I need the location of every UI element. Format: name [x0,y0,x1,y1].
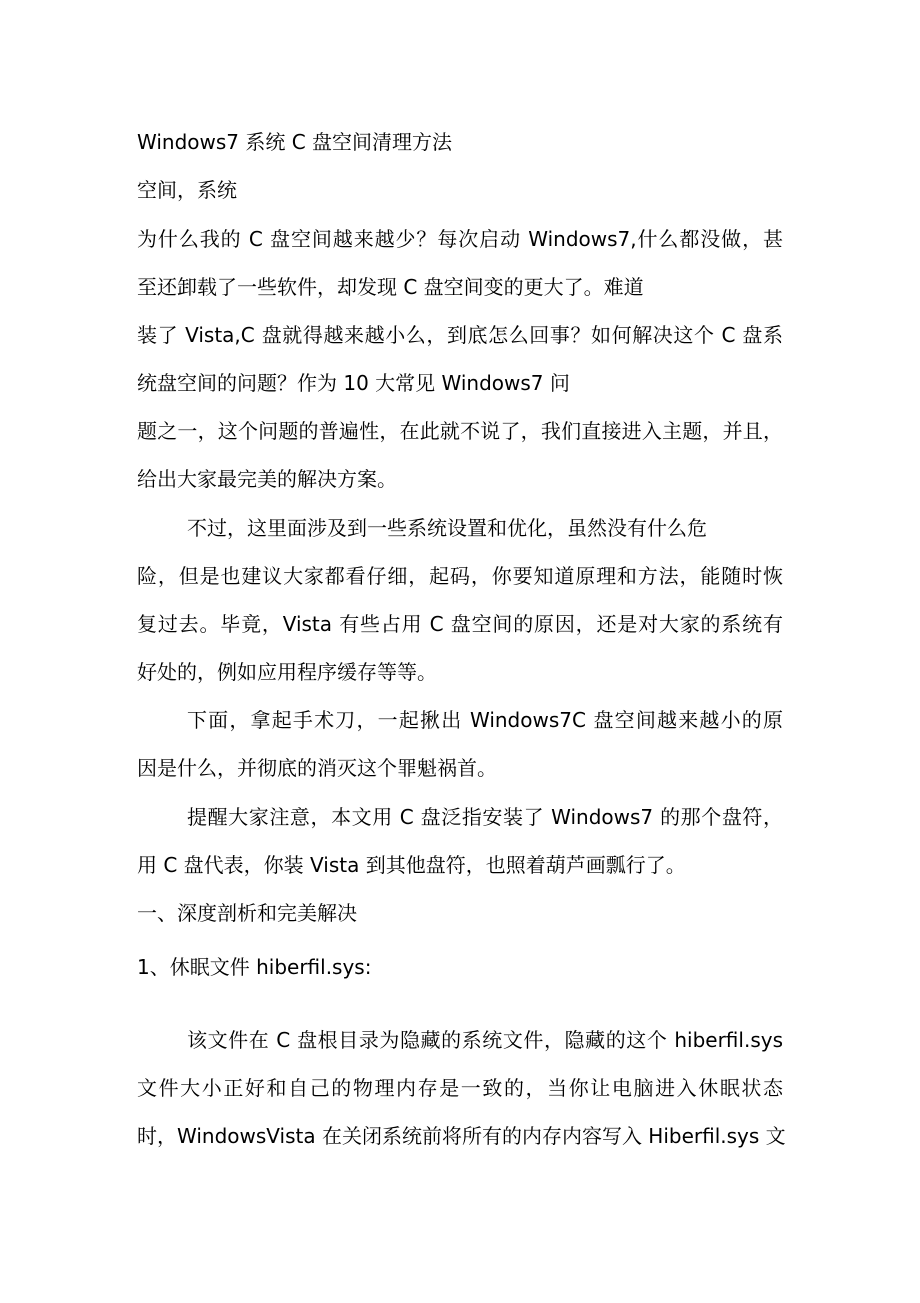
paragraph-line: 因是什么，并彻底的消灭这个罪魁祸首。 [137,756,497,780]
section-heading: 一、深度剖析和完美解决 [137,901,357,925]
paragraph-line: 用 C 盘代表，你装 Vista 到其他盘符，也照着葫芦画瓢行了。 [137,853,686,877]
paragraph-line: 险，但是也建议大家都看仔细，起码，你要知道原理和方法，能随时恢 [137,564,783,588]
paragraph-line: 复过去。毕竟，Vista 有些占用 C 盘空间的原因，还是对大家的系统有 [137,612,783,636]
paragraph-line: 提醒大家注意，本文用 C 盘泛指安装了 Windows7 的那个盘符， [187,805,783,829]
paragraph-line: 不过，这里面涉及到一些系统设置和优化，虽然没有什么危 [187,516,707,540]
paragraph-line: 至还卸载了一些软件，却发现 C 盘空间变的更大了。难道 [137,275,644,299]
paragraph-line: 该文件在 C 盘根目录为隐藏的系统文件，隐藏的这个 hiberfil.sys [187,1028,783,1052]
paragraph-line: 题之一，这个问题的普遍性，在此就不说了，我们直接进入主题，并且， [137,419,783,443]
paragraph-line: 给出大家最完美的解决方案。 [137,467,397,491]
keywords-line: 空间，系统 [137,178,237,202]
paragraph-line: 好处的，例如应用程序缓存等等。 [137,660,437,684]
paragraph-line: 统盘空间的问题？作为 10 大常见 Windows7 问 [137,371,570,395]
paragraph-line: 装了 Vista,C 盘就得越来越小么，到底怎么回事？如何解决这个 C 盘系 [137,323,783,347]
paragraph-line: 文件大小正好和自己的物理内存是一致的，当你让电脑进入休眠状态 [137,1076,783,1100]
document-title: Windows7 系统 C 盘空间清理方法 [137,130,453,154]
subsection-heading: 1、休眠文件 hiberfil.sys: [137,955,372,979]
paragraph-line: 为什么我的 C 盘空间越来越少？每次启动 Windows7,什么都没做，甚 [137,227,783,251]
paragraph-line: 时，WindowsVista 在关闭系统前将所有的内存内容写入 Hiberfil.sys 文 [137,1124,786,1148]
paragraph-line: 下面，拿起手术刀，一起揪出 Windows7C 盘空间越来越小的原 [187,708,783,732]
